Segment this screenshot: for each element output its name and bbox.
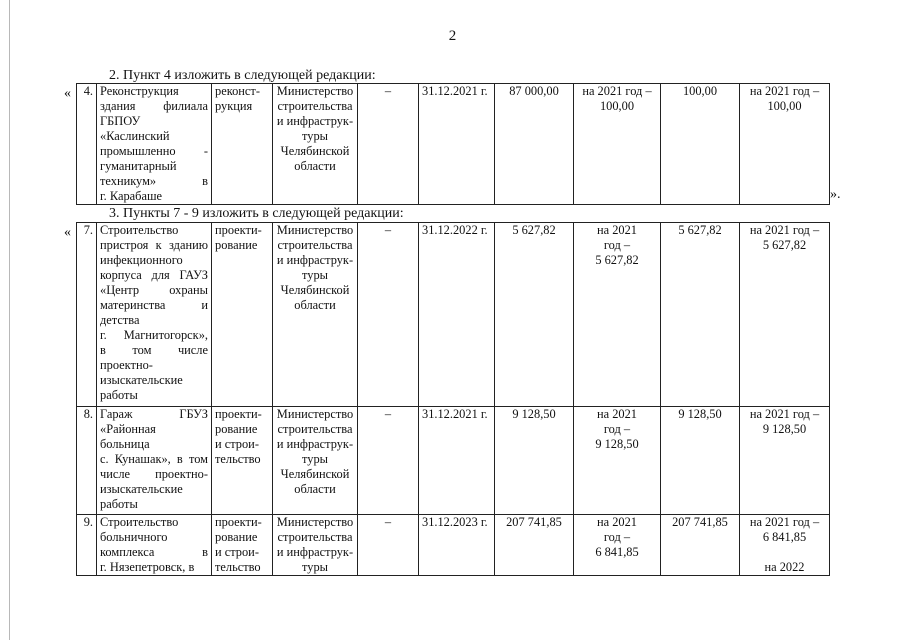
object-name-line: корпуса для ГАУЗ bbox=[100, 268, 208, 282]
object-name-line: промышленно - bbox=[100, 144, 208, 158]
planned-amount-line: 9 128,50 bbox=[762, 422, 807, 436]
object-name-line: ГБПОУ bbox=[100, 114, 141, 128]
limit-amount: 100,00 bbox=[661, 84, 740, 205]
funding-amount-line: год – bbox=[603, 238, 631, 252]
empty-dash: – bbox=[358, 515, 419, 576]
funding-amount bbox=[574, 84, 661, 205]
executor bbox=[273, 84, 358, 205]
object-name bbox=[97, 84, 212, 205]
executor-line: Челябинской bbox=[280, 283, 350, 297]
empty-dash: – bbox=[358, 223, 419, 407]
object-name-line: с. Кунашак», в том bbox=[100, 452, 208, 466]
object-name-line: «Каслинский bbox=[100, 129, 170, 143]
executor-line: туры bbox=[302, 268, 328, 282]
work-type-line: и строи- bbox=[215, 545, 259, 559]
table-row bbox=[77, 515, 830, 576]
completion-date: 31.12.2023 г. bbox=[419, 515, 495, 576]
executor bbox=[273, 223, 358, 407]
completion-date: 31.12.2021 г. bbox=[419, 407, 495, 515]
object-name bbox=[97, 515, 212, 576]
limit-amount: 207 741,85 bbox=[661, 515, 740, 576]
executor bbox=[273, 407, 358, 515]
work-type-line: рукция bbox=[215, 99, 253, 113]
work-type-line: реконст- bbox=[215, 84, 260, 98]
planned-amount-line: на 2021 год – bbox=[749, 84, 820, 98]
executor-line: туры bbox=[302, 560, 328, 574]
object-name-line: Гараж ГБУЗ bbox=[100, 407, 208, 421]
planned-amount-line: на 2021 год – bbox=[749, 223, 820, 237]
funding-amount-line: 5 627,82 bbox=[595, 253, 639, 267]
executor-line: туры bbox=[302, 452, 328, 466]
work-type-line: проекти- bbox=[215, 515, 262, 529]
estimated-cost: 87 000,00 bbox=[495, 84, 574, 205]
close-quote-section-2: ». bbox=[830, 187, 841, 202]
object-name-line: больница bbox=[100, 437, 150, 451]
executor-line: Министерство bbox=[276, 223, 354, 237]
empty-dash: – bbox=[358, 407, 419, 515]
planned-amount bbox=[740, 223, 830, 407]
object-name-line: в том числе bbox=[100, 343, 208, 357]
page-number: 2 bbox=[448, 28, 457, 44]
executor-line: строительства bbox=[277, 530, 353, 544]
executor-line: области bbox=[294, 482, 336, 496]
row-number: 7. bbox=[77, 223, 97, 407]
funding-amount bbox=[574, 223, 661, 407]
object-name-line: г. Нязепетровск, в bbox=[100, 560, 195, 574]
row-number: 8. bbox=[77, 407, 97, 515]
executor-line: Челябинской bbox=[280, 467, 350, 481]
work-type-line: проекти- bbox=[215, 223, 262, 237]
work-type-line: тельство bbox=[215, 452, 261, 466]
object-name-line: детства bbox=[100, 313, 140, 327]
object-name-line: работы bbox=[100, 497, 138, 511]
planned-amount-line: на 2022 bbox=[764, 560, 805, 574]
object-name-line: Реконструкция bbox=[100, 84, 179, 98]
object-name-line: техникум» в bbox=[100, 174, 208, 188]
planned-amount bbox=[740, 407, 830, 515]
work-type bbox=[212, 223, 273, 407]
object-name-line: больничного bbox=[100, 530, 168, 544]
limit-amount: 9 128,50 bbox=[661, 407, 740, 515]
object-name bbox=[97, 223, 212, 407]
planned-amount-line: 100,00 bbox=[767, 99, 802, 113]
executor-line: области bbox=[294, 298, 336, 312]
planned-amount bbox=[740, 515, 830, 576]
executor bbox=[273, 515, 358, 576]
work-type bbox=[212, 84, 273, 205]
table-section-2 bbox=[76, 83, 830, 205]
object-name-line: г. Карабаше bbox=[100, 189, 163, 203]
object-name-line: гуманитарный bbox=[100, 159, 177, 173]
funding-amount bbox=[574, 515, 661, 576]
executor-line: строительства bbox=[277, 238, 353, 252]
work-type-line: тельство bbox=[215, 560, 261, 574]
funding-amount-line: на 2021 bbox=[596, 223, 637, 237]
object-name-line: проектно- bbox=[100, 358, 153, 372]
object-name-line: Строительство bbox=[100, 223, 179, 237]
page-left-border bbox=[9, 0, 10, 640]
planned-amount-line: на 2021 год – bbox=[749, 407, 820, 421]
funding-amount-line: на 2021 bbox=[596, 407, 637, 421]
planned-amount-line bbox=[743, 545, 826, 560]
object-name-line: материнства и bbox=[100, 298, 208, 312]
table-row bbox=[77, 223, 830, 407]
executor-line: и инфраструк- bbox=[276, 253, 354, 267]
executor-line: Челябинской bbox=[280, 144, 350, 158]
planned-amount-line: на 2021 год – bbox=[749, 515, 820, 529]
object-name-line: Строительство bbox=[100, 515, 179, 529]
executor-line: Министерство bbox=[276, 407, 354, 421]
funding-amount-line: 100,00 bbox=[599, 99, 635, 113]
estimated-cost: 9 128,50 bbox=[495, 407, 574, 515]
object-name bbox=[97, 407, 212, 515]
table-section-3 bbox=[76, 222, 830, 576]
executor-line: туры bbox=[302, 129, 328, 143]
funding-amount-line: год – bbox=[603, 422, 631, 436]
open-quote-section-3: « bbox=[64, 225, 71, 240]
funding-amount-line: на 2021 год – bbox=[582, 84, 652, 98]
work-type-line: рование bbox=[215, 530, 258, 544]
completion-date: 31.12.2022 г. bbox=[419, 223, 495, 407]
object-name-line: комплекса в bbox=[100, 545, 208, 559]
executor-line: области bbox=[294, 159, 336, 173]
executor-line: строительства bbox=[277, 99, 353, 113]
object-name-line: работы bbox=[100, 388, 138, 402]
empty-dash: – bbox=[358, 84, 419, 205]
object-name-line: инфекционного bbox=[100, 253, 183, 267]
estimated-cost: 5 627,82 bbox=[495, 223, 574, 407]
object-name-line: изыскательские bbox=[100, 373, 183, 387]
planned-amount-line: 6 841,85 bbox=[762, 530, 807, 544]
limit-amount: 5 627,82 bbox=[661, 223, 740, 407]
funding-amount-line: 6 841,85 bbox=[595, 545, 639, 559]
executor-line: Министерство bbox=[276, 515, 354, 529]
estimated-cost: 207 741,85 bbox=[495, 515, 574, 576]
section-heading-item-4: 2. Пункт 4 изложить в следующей редакции: bbox=[109, 68, 376, 83]
completion-date: 31.12.2021 г. bbox=[419, 84, 495, 205]
table-row bbox=[77, 407, 830, 515]
object-name-line: изыскательские bbox=[100, 482, 183, 496]
work-type-line: проекти- bbox=[215, 407, 262, 421]
planned-amount bbox=[740, 84, 830, 205]
funding-amount-line: 9 128,50 bbox=[595, 437, 639, 451]
object-name-line: «Центр охраны bbox=[100, 283, 208, 297]
work-type-line: рование bbox=[215, 422, 258, 436]
funding-amount bbox=[574, 407, 661, 515]
executor-line: и инфраструк- bbox=[276, 545, 354, 559]
object-name-line: г. Магнитогорск», bbox=[100, 328, 208, 342]
object-name-line: пристроя к зданию bbox=[100, 238, 208, 252]
section-heading-items-7-9: 3. Пункты 7 - 9 изложить в следующей редакции: bbox=[109, 206, 404, 221]
executor-line: строительства bbox=[277, 422, 353, 436]
work-type bbox=[212, 515, 273, 576]
row-number: 4. bbox=[77, 84, 97, 205]
executor-line: Министерство bbox=[276, 84, 354, 98]
work-type-line: и строи- bbox=[215, 437, 259, 451]
funding-amount-line: год – bbox=[603, 530, 631, 544]
row-number: 9. bbox=[77, 515, 97, 576]
work-type bbox=[212, 407, 273, 515]
open-quote-section-2: « bbox=[64, 86, 71, 101]
executor-line: и инфраструк- bbox=[276, 114, 354, 128]
work-type-line: рование bbox=[215, 238, 258, 252]
executor-line: и инфраструк- bbox=[276, 437, 354, 451]
object-name-line: числе проектно- bbox=[100, 467, 208, 481]
object-name-line: здания филиала bbox=[100, 99, 208, 113]
table-row bbox=[77, 84, 830, 205]
object-name-line: «Районная bbox=[100, 422, 156, 436]
funding-amount-line: на 2021 bbox=[596, 515, 637, 529]
planned-amount-line: 5 627,82 bbox=[762, 238, 807, 252]
